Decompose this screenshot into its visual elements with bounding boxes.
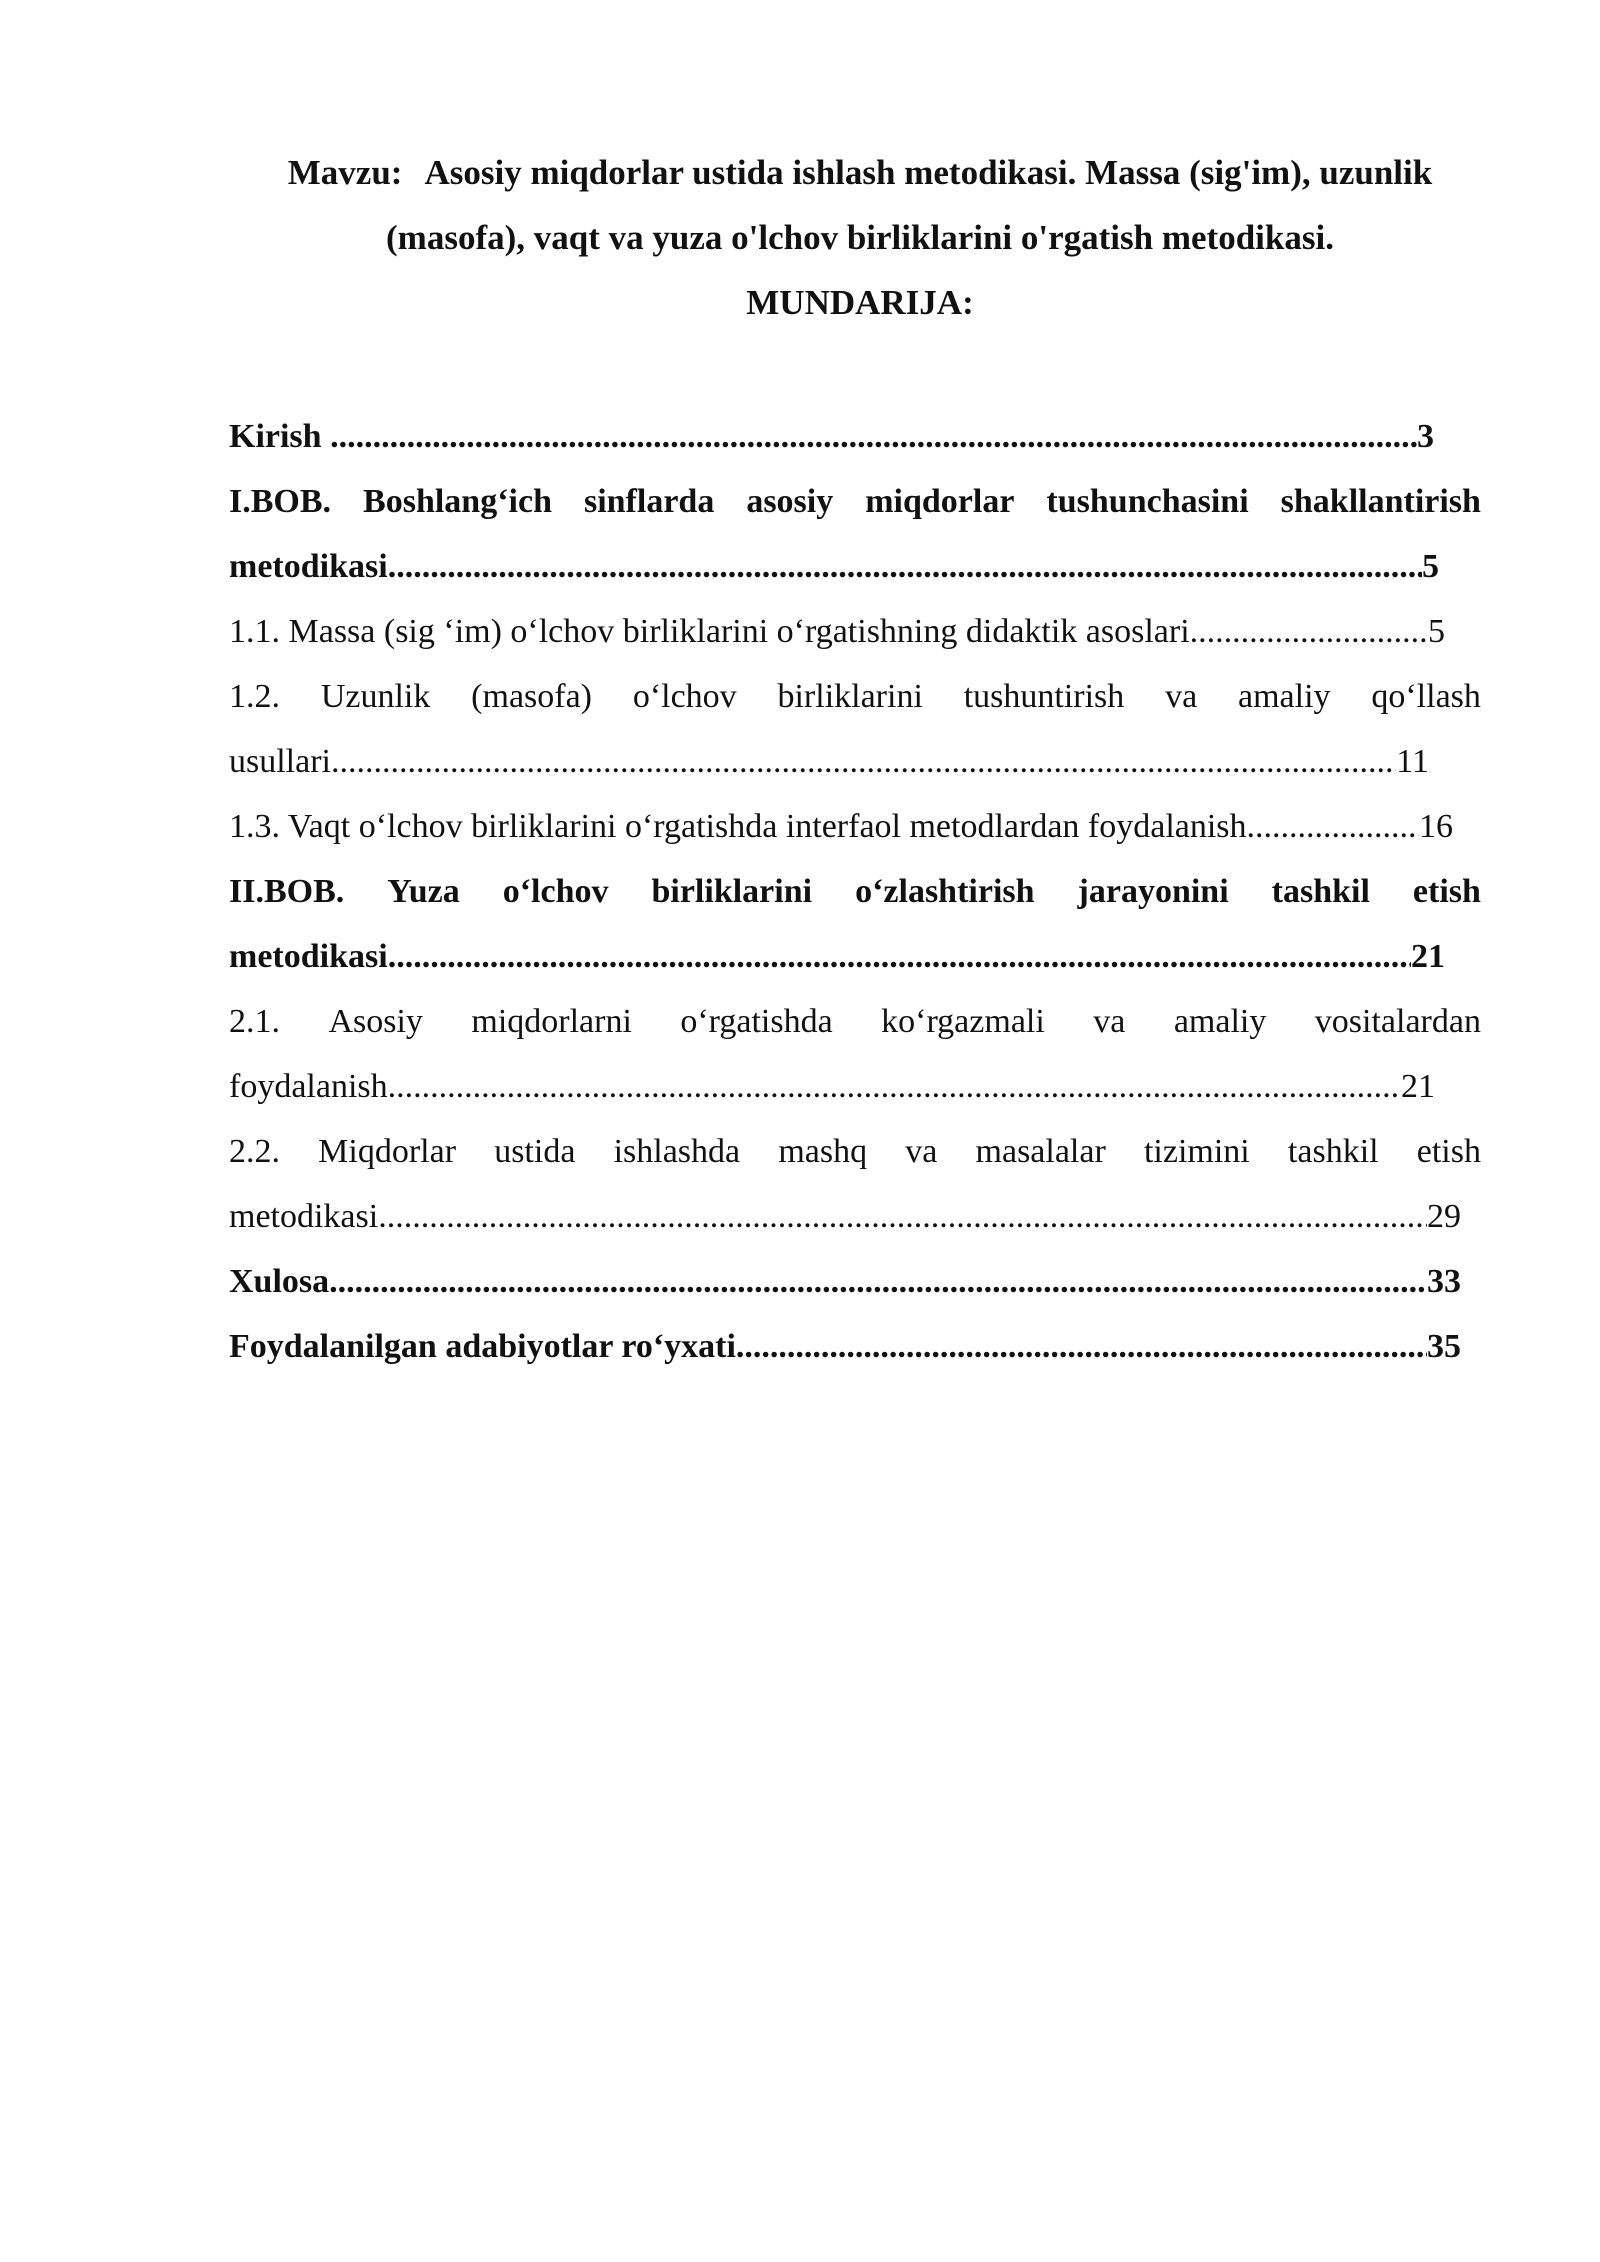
- toc-entry-2-2: [229, 1119, 1481, 1249]
- toc-page-number: 33: [1427, 1263, 1461, 1300]
- toc-leader-dots: [388, 534, 1422, 599]
- toc-word: jarayonini: [1077, 873, 1229, 910]
- toc-leader-dots: [378, 1184, 1427, 1249]
- toc-word: shakllantirish: [1280, 483, 1481, 520]
- subject-line-1: [230, 140, 1490, 205]
- toc-word: tashkil: [1287, 1133, 1379, 1170]
- toc-page-number: 35: [1427, 1328, 1461, 1365]
- toc-entry-adabiyotlar: [229, 1314, 1461, 1379]
- toc-leader-dots: [1247, 794, 1419, 859]
- toc-leader-dots: [329, 1249, 1427, 1314]
- toc-page-number: 3: [1417, 418, 1434, 455]
- subject-line-2: (masofa), vaqt va yuza o'lchov birliklarini o'rgatish metodikasi.: [386, 218, 1334, 257]
- toc-word: o‘lchov: [502, 873, 609, 910]
- toc-word: tashkil: [1271, 873, 1370, 910]
- toc-page-number: 5: [1422, 548, 1439, 585]
- toc-word: o‘lchov: [632, 678, 737, 715]
- toc-entry-line: [229, 664, 1481, 729]
- toc-word: va: [905, 1133, 938, 1170]
- toc-entry-line: [229, 989, 1481, 1054]
- toc-word: o‘zlashtirish: [855, 873, 1035, 910]
- toc-word: Uzunlik: [320, 678, 431, 715]
- toc-entry-kirish: [229, 404, 1434, 469]
- toc-word: Yuza: [387, 873, 460, 910]
- toc-word: qo‘llash: [1371, 678, 1481, 715]
- toc-entry-bob1: [229, 469, 1481, 599]
- subject-label: Mavzu:: [287, 153, 403, 192]
- toc-entry-bob2: [229, 859, 1481, 989]
- toc-leader-dots: [330, 404, 1417, 469]
- toc-entry-text: metodikasi: [229, 1198, 379, 1235]
- toc-leader-dots: [331, 729, 1396, 794]
- toc-word: ishlashda: [613, 1133, 741, 1170]
- toc-word: tushunchasini: [1046, 483, 1249, 520]
- toc-entry-line: [229, 859, 1481, 924]
- toc-word: etish: [1416, 1133, 1481, 1170]
- toc-word: mashq: [778, 1133, 868, 1170]
- toc-word: II.BOB.: [229, 873, 345, 910]
- toc-page-number: 5: [1428, 613, 1445, 650]
- toc-entry-line: [229, 1119, 1481, 1184]
- toc-word: tushuntirish: [963, 678, 1125, 715]
- toc-word: va: [1165, 678, 1198, 715]
- toc-word: va: [1093, 1003, 1126, 1040]
- toc-page-number: 16: [1419, 808, 1453, 845]
- toc-word: birliklarini: [777, 678, 923, 715]
- toc-entry-line: [229, 469, 1481, 534]
- toc-entry-text: metodikasi: [229, 938, 388, 975]
- toc-word: Asosiy: [328, 1003, 423, 1040]
- toc-entry-text: Kirish: [229, 418, 331, 455]
- toc-word: o‘rgatishda: [680, 1003, 833, 1040]
- toc-leader-dots: [388, 924, 1411, 989]
- toc-word: vositalardan: [1314, 1003, 1481, 1040]
- toc-entry-text: metodikasi: [229, 548, 388, 585]
- toc-entry-1-3: [229, 794, 1453, 859]
- toc-word: sinflarda: [583, 483, 715, 520]
- toc-leader-dots: [1190, 599, 1428, 664]
- toc-page-number: 29: [1427, 1198, 1461, 1235]
- toc-entry-2-1: [229, 989, 1481, 1119]
- toc-word: asosiy: [746, 483, 834, 520]
- toc-word: miqdorlarni: [471, 1003, 632, 1040]
- toc-word: miqdorlar: [865, 483, 1015, 520]
- toc-leader-dots: [736, 1314, 1427, 1379]
- toc-word: amaliy: [1238, 678, 1331, 715]
- toc-entry-text: usullari: [229, 743, 331, 780]
- toc-word: amaliy: [1173, 1003, 1267, 1040]
- toc-entry-text: foydalanish: [229, 1068, 388, 1105]
- toc-word: 2.1.: [229, 1003, 280, 1040]
- toc-page-number: 21: [1401, 1068, 1435, 1105]
- toc-word: ustida: [494, 1133, 576, 1170]
- toc-entry-text: 1.1. Massa (sig ‘im) o‘lchov birliklarini o‘rgatishning didaktik asoslari: [229, 613, 1190, 650]
- toc-page-number: 21: [1411, 938, 1445, 975]
- toc-heading: MUNDARIJA:: [746, 283, 974, 322]
- toc-word: 2.2.: [229, 1133, 280, 1170]
- table-of-contents: [229, 404, 1481, 1379]
- toc-word: tizimini: [1143, 1133, 1250, 1170]
- toc-word: masalalar: [975, 1133, 1106, 1170]
- toc-page-number: 11: [1396, 743, 1429, 780]
- subject-text-1: Asosiy miqdorlar ustida ishlash metodikasi. Massa (sig'im), uzunlik: [424, 153, 1433, 192]
- toc-entry-1-1: [229, 599, 1445, 664]
- toc-entry-1-2: [229, 664, 1481, 794]
- toc-word: 1.2.: [229, 678, 280, 715]
- toc-entry-text: 1.3. Vaqt o‘lchov birliklarini o‘rgatishda interfaol metodlardan foydalanish: [229, 808, 1247, 845]
- toc-leader-dots: [388, 1054, 1401, 1119]
- toc-entry-xulosa: [229, 1249, 1461, 1314]
- toc-entry-text: Foydalanilgan adabiyotlar ro‘yxati: [229, 1328, 736, 1365]
- toc-word: Miqdorlar: [318, 1133, 457, 1170]
- toc-word: ko‘rgazmali: [881, 1003, 1045, 1040]
- toc-word: etish: [1412, 873, 1481, 910]
- toc-entry-text: Xulosa: [229, 1263, 330, 1300]
- toc-word: I.BOB.: [229, 483, 332, 520]
- title-block: [230, 140, 1490, 335]
- toc-word: Boshlang‘ich: [363, 483, 552, 520]
- toc-word: birliklarini: [651, 873, 813, 910]
- toc-word: (masofa): [471, 678, 592, 715]
